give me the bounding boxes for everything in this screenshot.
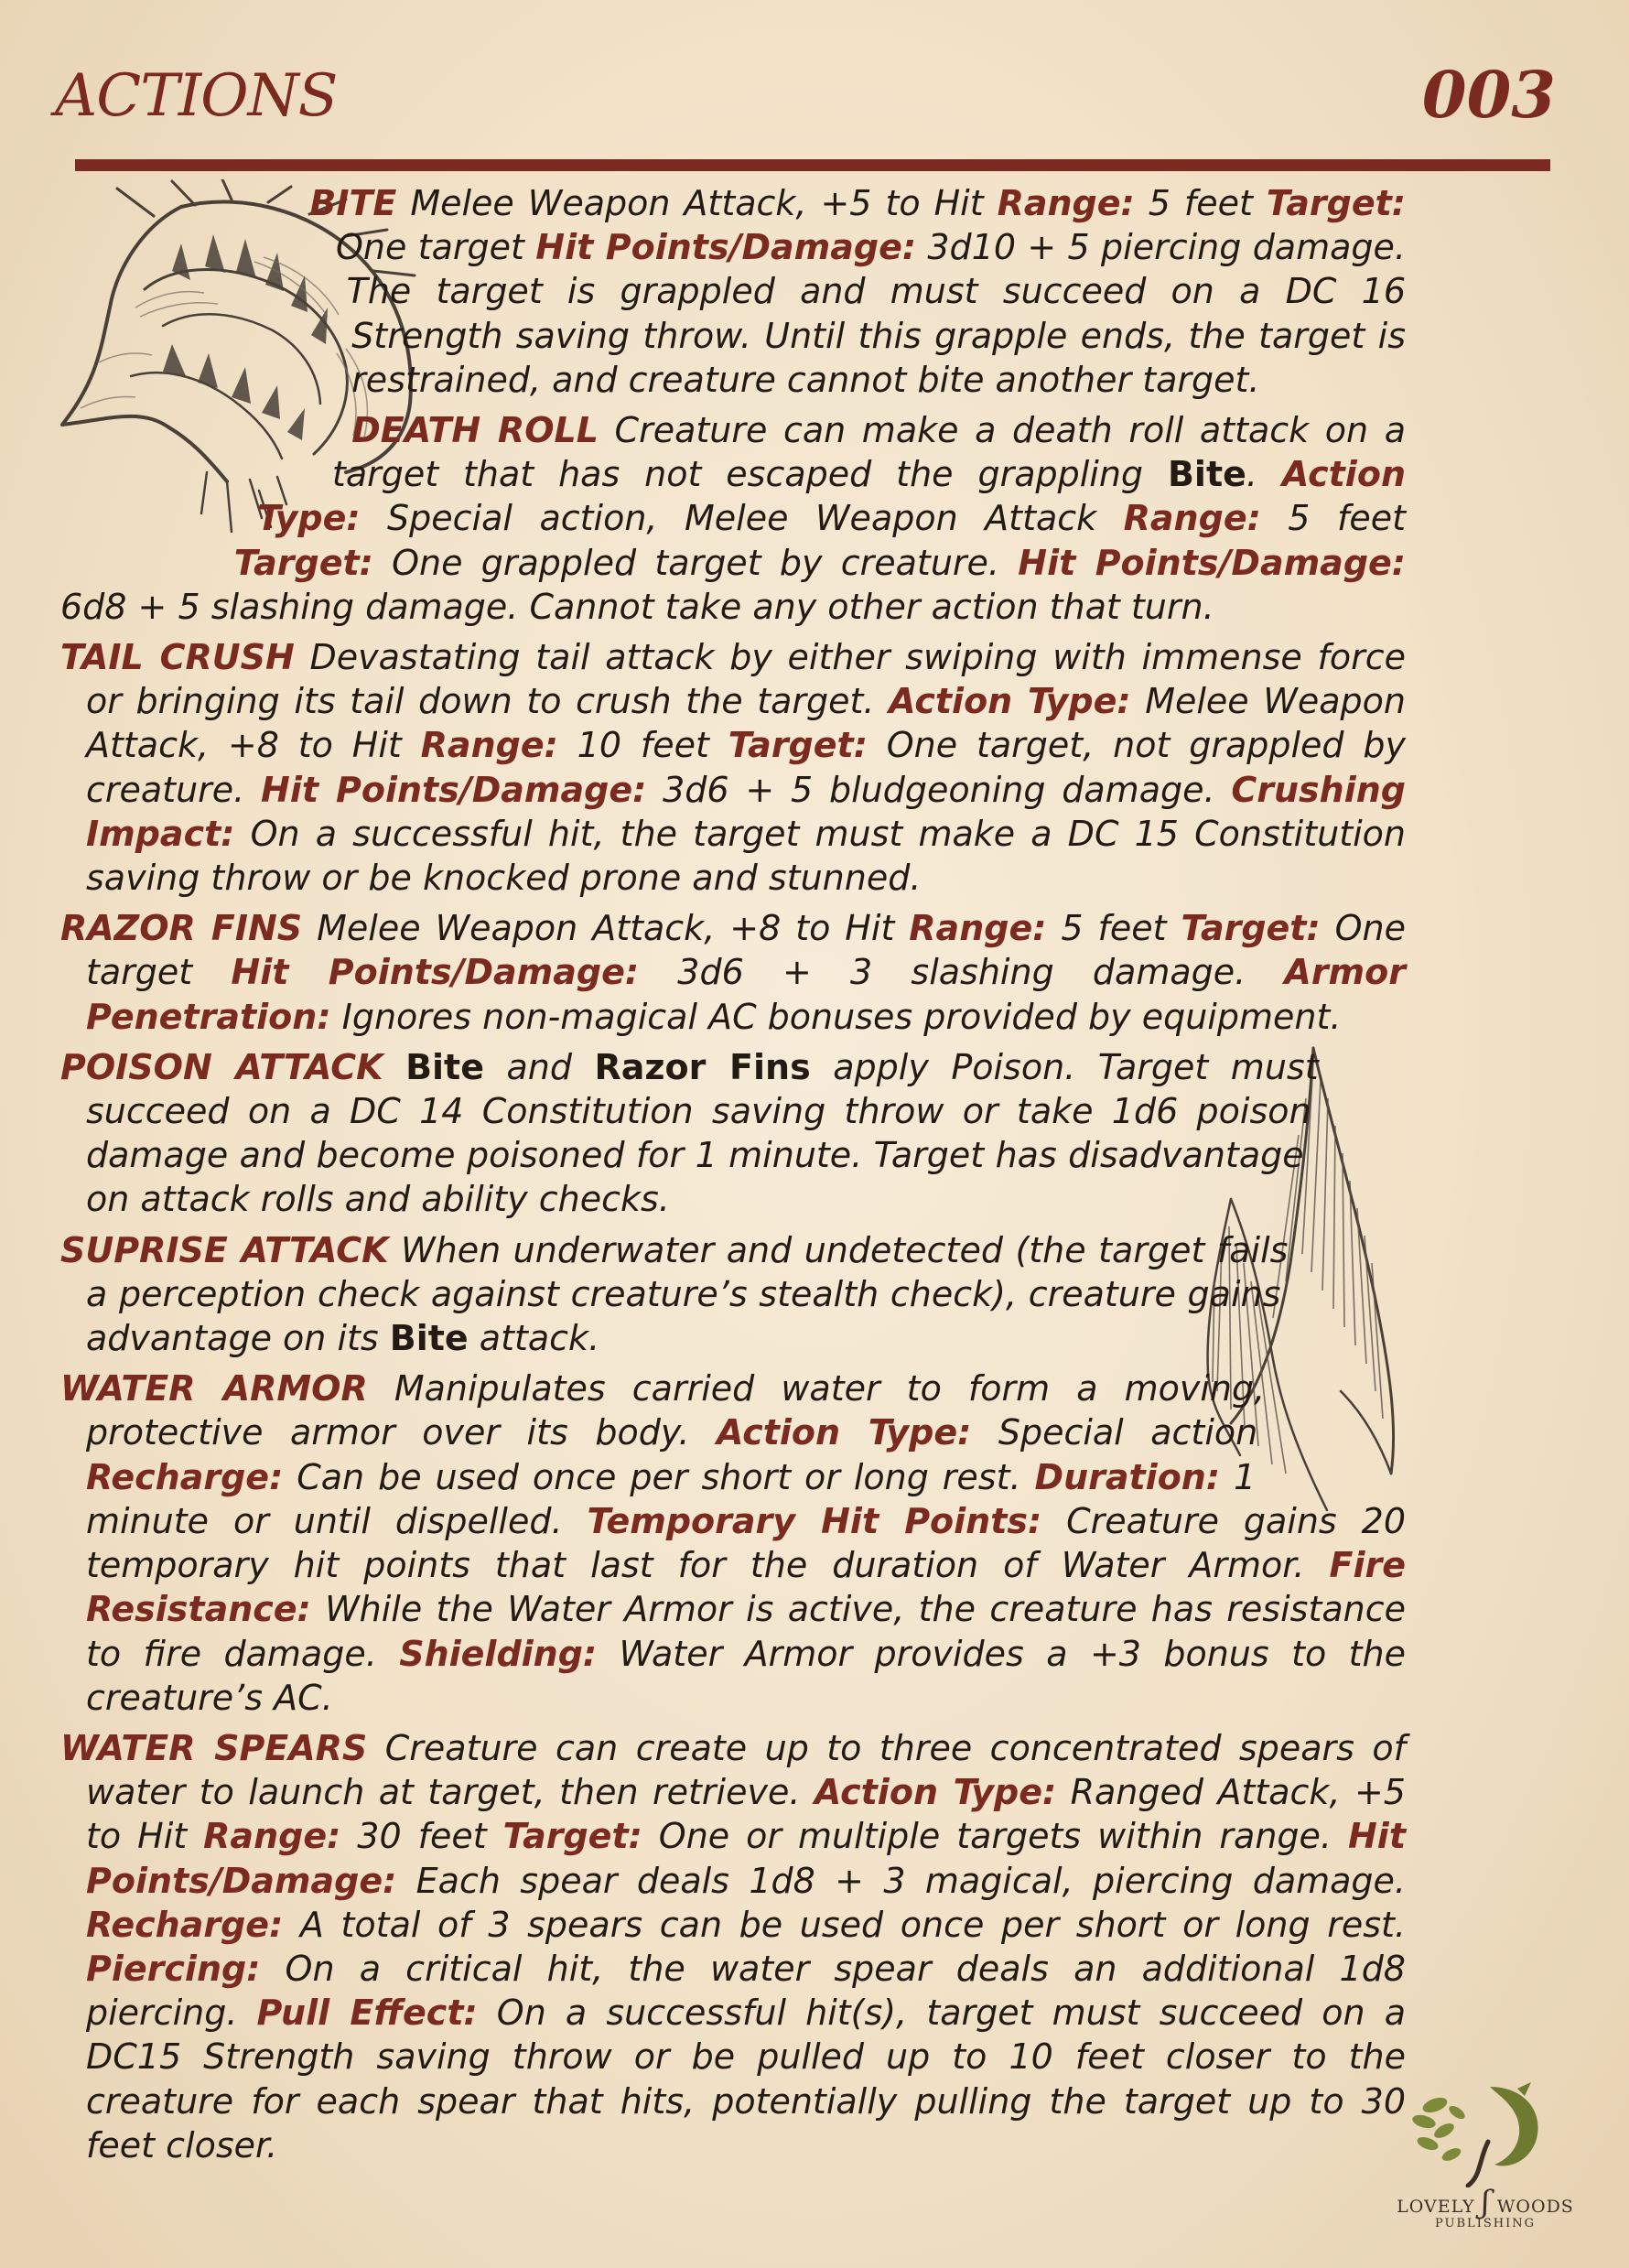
publisher-logo: LOVELY ʃ WOODS PUBLISHING <box>1380 2078 1591 2242</box>
page-number: 003 <box>1421 57 1556 133</box>
action-bite: BITE Melee Weapon Attack, +5 to Hit Range: 5 feet Target: One target Hit Points/Damage: 3d10 + 5 piercing damage. The target is grappled and must succeed on a DC 16 Strength saving throw. Until this grapple ends, the target is restrained, and creature cannot bite another target. <box>309 183 1407 400</box>
action-water-spears: WATER SPEARS Creature can create up to three concentrated spears of water to launch at target, then retrieve. Action Type: Ranged Attack, +5 to Hit Range: 30 feet Target: One or multiple targets within range. Hit Points/Damage: Each spear deals 1d8 + 3 magical, piercing damage. Recharge: A total of 3 spears can be used once per short or long rest. Piercing: On a critical hit, the water spear deals an additional 1d8 piercing. Pull Effect: On a successful hit(s), target must succeed on a DC15 Strength saving throw or be pulled up to 10 feet closer to the creature for each spear that hits, potentially pulling the target up to 30 feet closer. <box>60 1727 1406 2165</box>
publisher-subtitle: PUBLISHING <box>1435 2217 1536 2230</box>
action-name: POISON ATTACK <box>60 1046 383 1087</box>
publisher-name-right: WOODS <box>1496 2197 1574 2217</box>
page-title: ACTIONS <box>55 62 338 130</box>
action-water-armor: WATER ARMOR Manipulates carried water to form a moving, protective armor over its body. Action Type: Special action Recharge: Can be used once per short or long rest. Duration: 1 minute or until dispelled. Temporary Hit Points: Creature gains 20 temporary hit points that last for the duration of Water Armor. Fire Resistance: While the Water Armor is active, the creature has resistance to fire damage. Shielding: Water Armor provides a +3 bonus to the creature’s AC. <box>60 1368 1407 1718</box>
header-divider <box>75 159 1550 171</box>
action-name: WATER ARMOR <box>60 1368 368 1409</box>
action-poison-attack: POISON ATTACK Bite and Razor Fins apply Poison. Target must succeed on a DC 14 Constitution saving throw or take 1d6 poison damage and become poisoned for 1 minute. Target has disadvantage on attack rolls and ability checks. <box>60 1046 1319 1220</box>
action-name: DEATH ROLL <box>351 410 599 451</box>
action-name: WATER SPEARS <box>60 1727 368 1768</box>
action-name: SUPRISE ATTACK <box>60 1229 389 1270</box>
action-razor-fins: RAZOR FINS Melee Weapon Attack, +8 to Hit Range: 5 feet Target: One target Hit Points/Damage: 3d6 + 3 slashing damage. Armor Penetration: Ignores non-magical AC bonuses provided by equipment. <box>60 908 1407 1037</box>
actions-content <box>60 181 1406 2174</box>
action-name: TAIL CRUSH <box>60 637 295 678</box>
action-surprise-attack: SUPRISE ATTACK When underwater and undetected (the target fails a perception check against creature’s stealth check), creature gains advantage on its Bite attack. <box>60 1229 1289 1359</box>
action-death-roll: DEATH ROLL Creature can make a death roll attack on a target that has not escaped the grappling Bite. Action Type: Special action, Melee Weapon Attack Range: 5 feet Target: One grappled target by creature. Hit Points/Damage: 6d8 + 5 slashing damage. Cannot take any other action that turn. <box>60 410 1407 627</box>
action-name: BITE <box>309 183 397 223</box>
publisher-name-left: LOVELY <box>1397 2197 1475 2217</box>
leaf-logo-icon <box>1380 2078 1591 2187</box>
action-name: RAZOR FINS <box>60 908 303 949</box>
action-tail-crush: TAIL CRUSH Devastating tail attack by either swiping with immense force or bringing its tail down to crush the target. Action Type: Melee Weapon Attack, +8 to Hit Range: 10 feet Target: One target, not grappled by creature. Hit Points/Damage: 3d6 + 5 bludgeoning damage. Crushing Impact: On a successful hit, the target must make a DC 15 Constitution saving throw or be knocked prone and stunned. <box>60 637 1407 899</box>
